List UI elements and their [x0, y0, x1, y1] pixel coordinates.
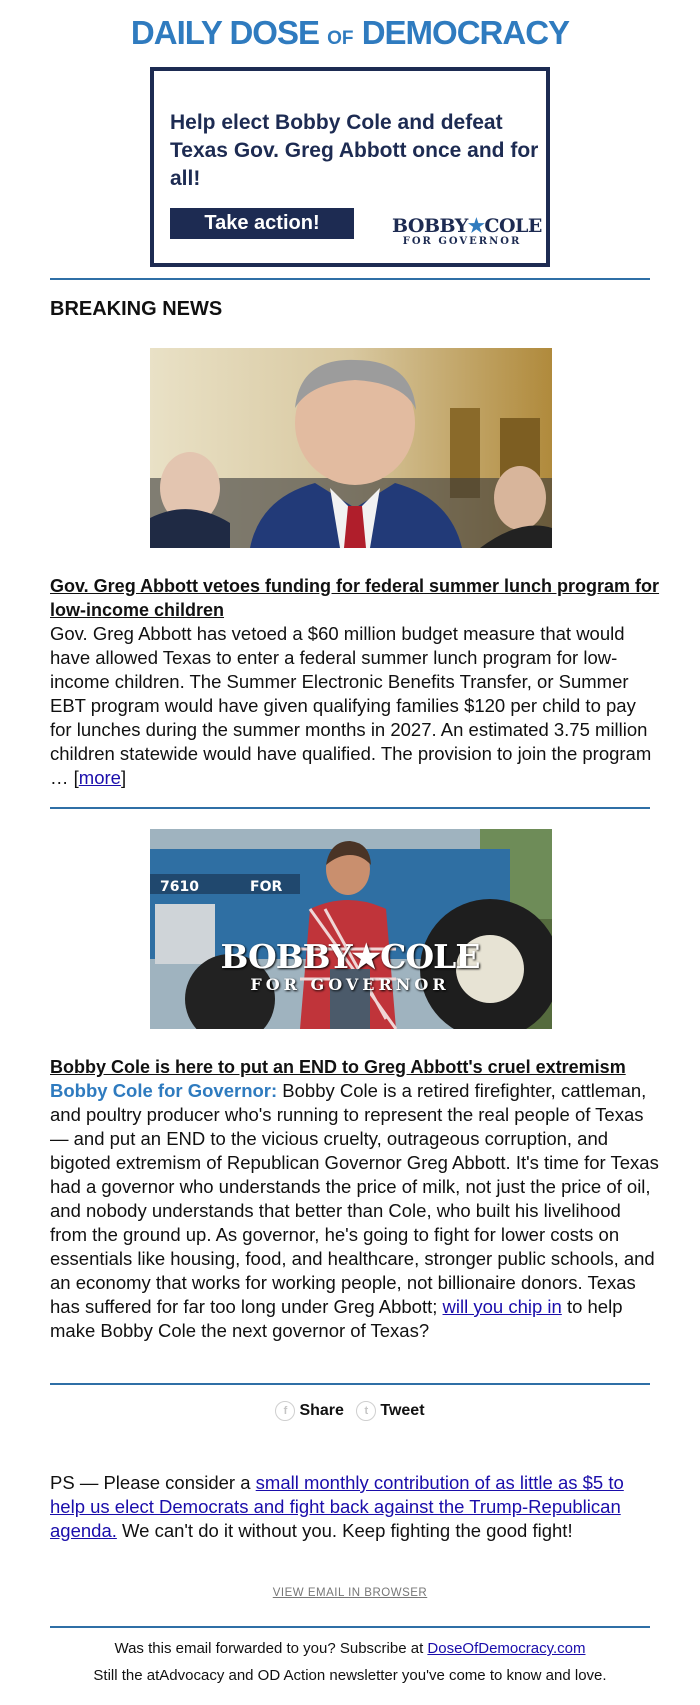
- article1-body-text: Gov. Greg Abbott has vetoed a $60 million budget measure that would have allowed Texas to enter a federal summer lunch program for low-income children. The Summer Electronic Benefits Transfer, or Summer EBT program would have given qualifying families $120 per child to pay for lunches during the summer months in 2027. An estimated 3.75 million children statewide would have qualified. The provision to join the program …: [50, 623, 652, 788]
- logo-name-left: BOBBY: [392, 215, 468, 237]
- subscribe-link[interactable]: DoseOfDemocracy.com: [427, 1640, 586, 1657]
- tweet-button[interactable]: [356, 1401, 424, 1421]
- more-bracket-open: [: [73, 767, 79, 788]
- ps-paragraph: [50, 1471, 660, 1543]
- more-bracket-close: ]: [120, 767, 127, 788]
- image-logo-right: COLE: [380, 937, 480, 976]
- divider: [50, 1383, 650, 1385]
- image-texas-star-icon: ★: [351, 937, 381, 976]
- monthly-contribution-link[interactable]: small monthly contribution of as little as $5 to help us elect Democrats and fight back against the Trump-Republican agenda.: [50, 1472, 624, 1541]
- article2-lead: Bobby Cole for Governor:: [50, 1080, 278, 1101]
- article2-body-tail: to help make Bobby Cole the next governor of Texas?: [50, 1296, 623, 1341]
- tweet-label: Tweet: [380, 1402, 425, 1419]
- share-label: Share: [299, 1402, 344, 1419]
- article1-more-link[interactable]: more: [78, 767, 121, 788]
- abbott-photo-illustration: [150, 348, 552, 548]
- masthead-logo[interactable]: [0, 14, 700, 52]
- facebook-icon: f: [275, 1401, 295, 1421]
- article1-headline-link[interactable]: Gov. Greg Abbott vetoes funding for federal summer lunch program for low-income children: [50, 576, 660, 620]
- article2-body: [50, 1079, 660, 1343]
- twitter-icon: t: [356, 1401, 376, 1421]
- masthead-text-1: DAILY DOSE: [130, 14, 328, 51]
- logo-subtitle: FOR GOVERNOR: [402, 236, 522, 247]
- image-logo-subtitle: FOR GOVERNOR: [250, 975, 450, 994]
- tractor-photo-illustration: [150, 829, 552, 1029]
- article1-body: [50, 622, 660, 790]
- share-row: [0, 1401, 700, 1421]
- tractor-model-text: 7610: [160, 879, 199, 895]
- campaign-banner[interactable]: [150, 67, 550, 267]
- footer-subscribe: [0, 1640, 700, 1657]
- divider: [50, 807, 650, 809]
- banner-headline: Help elect Bobby Cole and defeat Texas Gov. Greg Abbott once and for all!: [170, 111, 539, 190]
- logo-name-right: COLE: [484, 215, 542, 237]
- bobby-cole-image-logo: [150, 939, 550, 995]
- texas-star-icon: ★: [467, 215, 485, 237]
- share-button[interactable]: [275, 1401, 343, 1421]
- take-action-button[interactable]: Take action!: [170, 208, 354, 239]
- footer-tagline: Still the atAdvocacy and OD Action newsletter you've come to know and love.: [93, 1667, 607, 1684]
- divider: [50, 1626, 650, 1628]
- ps-prefix: PS — Please consider a: [50, 1472, 256, 1493]
- section-title: BREAKING NEWS: [50, 298, 223, 320]
- footer-subscribe-text: Was this email forwarded to you? Subscribe at: [114, 1640, 428, 1657]
- bobby-cole-logo: [392, 215, 542, 248]
- tractor-brand-text: FOR: [250, 879, 283, 895]
- chip-in-link[interactable]: will you chip in: [442, 1296, 562, 1317]
- bobby-cole-photo[interactable]: [150, 829, 552, 1029]
- view-in-browser-link[interactable]: VIEW EMAIL IN BROWSER: [272, 1587, 428, 1599]
- article2-body-text: Bobby Cole is a retired firefighter, cattleman, and poultry producer who's running to represent the real people of Texas — and put an END to the vicious cruelty, outrageous corruption, and bigoted extremism of Republican Governor Greg Abbott. It's time for Texas had a governor who understands the price of milk, not just the price of oil, and nobody understands that better than Cole, who built his livelihood from the ground up. As governor, he's going to fight for lower costs on essentials like housing, food, and healthcare, stronger public schools, and an economy that works for working people, not billionaire donors. Texas has suffered for far too long under Greg Abbott;: [50, 1080, 659, 1317]
- divider: [50, 278, 650, 280]
- view-in-browser: [0, 1587, 700, 1599]
- masthead-text-of: OF: [327, 28, 354, 49]
- abbott-photo[interactable]: [150, 348, 552, 548]
- masthead-text-2: DEMOCRACY: [353, 14, 570, 51]
- article2-headline-link[interactable]: Bobby Cole is here to put an END to Greg Abbott's cruel extremism: [50, 1057, 626, 1077]
- ps-suffix: We can't do it without you. Keep fighting the good fight!: [116, 1520, 573, 1541]
- image-logo-left: BOBBY: [220, 937, 352, 976]
